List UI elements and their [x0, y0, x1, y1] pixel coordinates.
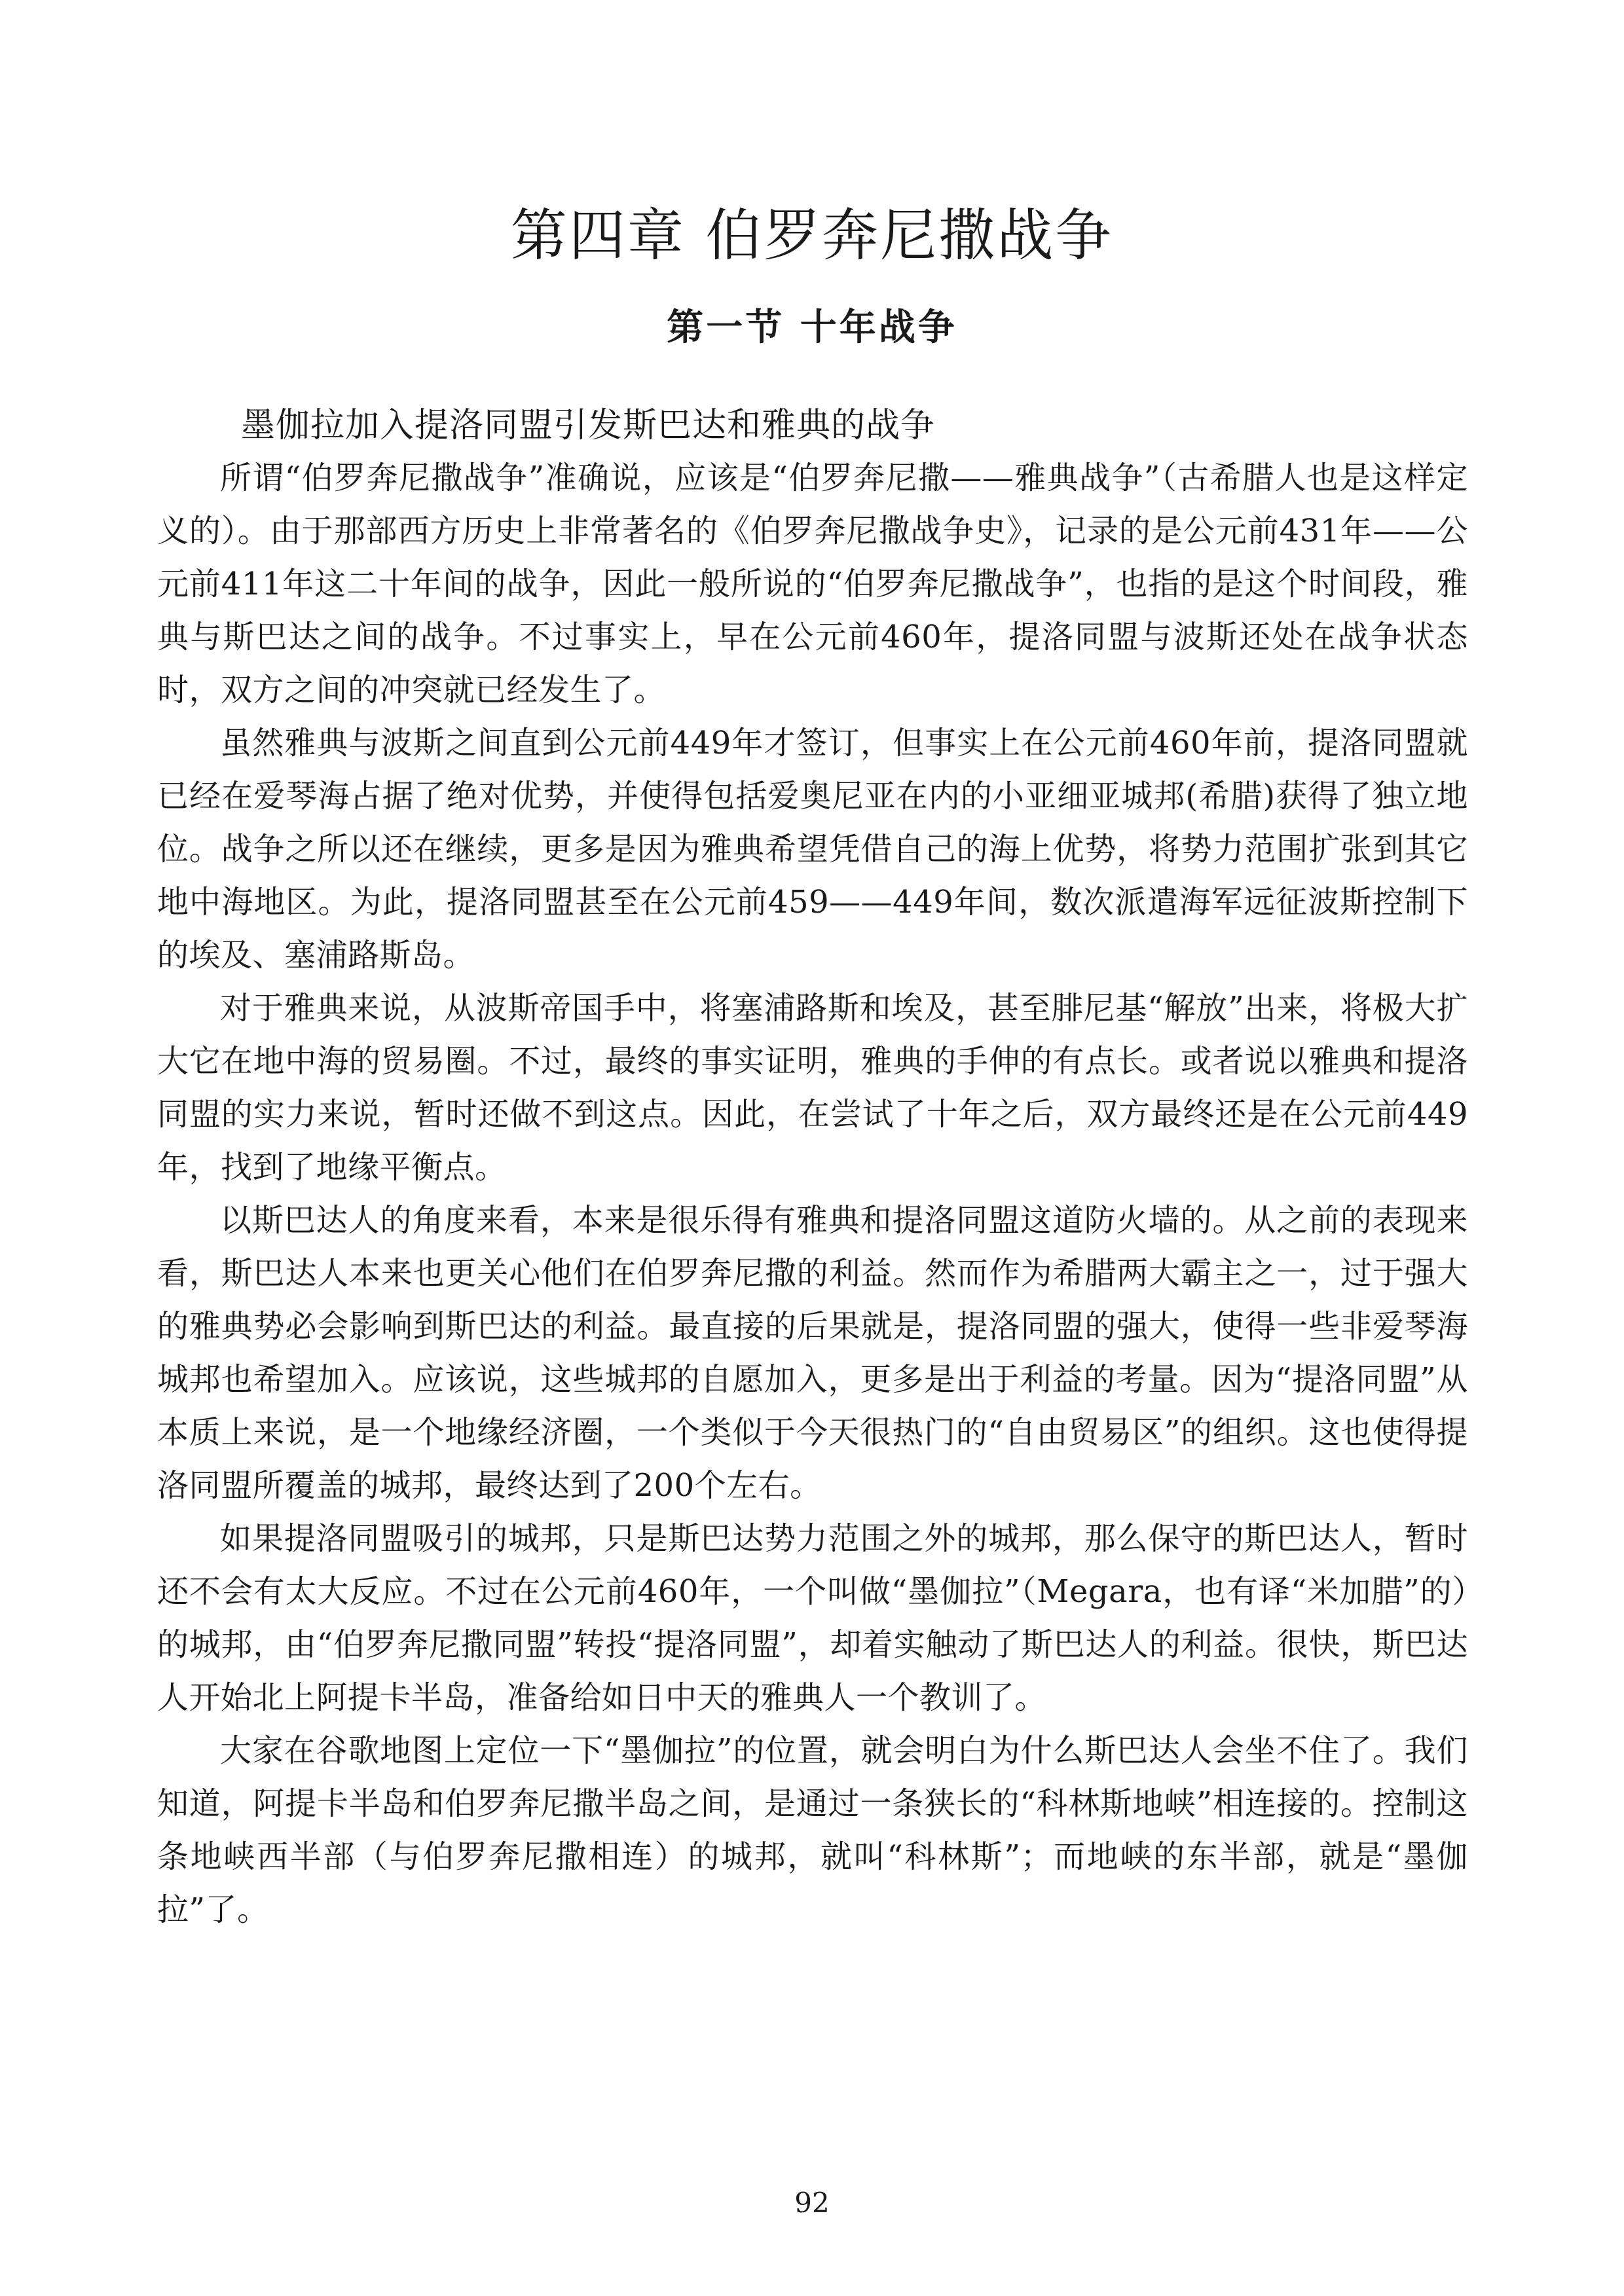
- paragraph: 所谓“伯罗奔尼撒战争”准确说，应该是“伯罗奔尼撒——雅典战争”（古希腊人也是这样定义的）。由于那部西方历史上非常著名的《伯罗奔尼撒战争史》，记录的是公元前431年——公元前411年这二十年间的战争，因此一般所说的“伯罗奔尼撒战争”，也指的是这个时间段，雅典与斯巴达之间的战争。不过事实上，早在公元前460年，提洛同盟与波斯还处在战争状态时，双方之间的冲突就已经发生了。: [157, 460, 1468, 708]
- subheading: 墨伽拉加入提洛同盟引发斯巴达和雅典的战争: [241, 406, 936, 445]
- paragraph: 大家在谷歌地图上定位一下“墨伽拉”的位置，就会明白为什么斯巴达人会坐不住了。我们知道，阿提卡半岛和伯罗奔尼撒半岛之间，是通过一条狭长的“科林斯地峡”相连接的。控制这条地峡西半部（与伯罗奔尼撒相连）的城邦，就叫“科林斯”；而地峡的东半部，就是“墨伽拉”了。: [157, 1732, 1468, 1928]
- page-number: 92: [794, 2187, 830, 2219]
- section-title: 第一节 十年战争: [667, 306, 957, 349]
- paragraph: 如果提洛同盟吸引的城邦，只是斯巴达势力范围之外的城邦，那么保守的斯巴达人，暂时还不会有太大反应。不过在公元前460年，一个叫做“墨伽拉”（Megara，也有译“米加腊”的）的城邦，由“伯罗奔尼撒同盟”转投“提洛同盟”，却着实触动了斯巴达人的利益。很快，斯巴达人开始北上阿提卡半岛，准备给如日中天的雅典人一个教训了。: [157, 1520, 1468, 1716]
- paragraph: 以斯巴达人的角度来看，本来是很乐得有雅典和提洛同盟这道防火墙的。从之前的表现来看，斯巴达人本来也更关心他们在伯罗奔尼撒的利益。然而作为希腊两大霸主之一，过于强大的雅典势必会影响到斯巴达的利益。最直接的后果就是，提洛同盟的强大，使得一些非爱琴海城邦也希望加入。应该说，这些城邦的自愿加入，更多是出于利益的考量。因为“提洛同盟”从本质上来说，是一个地缘经济圈，一个类似于今天很热门的“自由贸易区”的组织。这也使得提洛同盟所覆盖的城邦，最终达到了200个左右。: [157, 1202, 1468, 1504]
- paragraph: 对于雅典来说，从波斯帝国手中，将塞浦路斯和埃及，甚至腓尼基“解放”出来，将极大扩大它在地中海的贸易圈。不过，最终的事实证明，雅典的手伸的有点长。或者说以雅典和提洛同盟的实力来说，暂时还做不到这点。因此，在尝试了十年之后，双方最终还是在公元前449年，找到了地缘平衡点。: [157, 990, 1468, 1186]
- chapter-title: 第四章 伯罗奔尼撒战争: [510, 203, 1114, 268]
- body-text: [157, 452, 1468, 1937]
- paragraph: 虽然雅典与波斯之间直到公元前449年才签订，但事实上在公元前460年前，提洛同盟就已经在爱琴海占据了绝对优势，并使得包括爱奥尼亚在内的小亚细亚城邦(希腊)获得了独立地位。战争之所以还在继续，更多是因为雅典希望凭借自己的海上优势，将势力范围扩张到其它地中海地区。为此，提洛同盟甚至在公元前459——449年间，数次派遣海军远征波斯控制下的埃及、塞浦路斯岛。: [157, 725, 1468, 974]
